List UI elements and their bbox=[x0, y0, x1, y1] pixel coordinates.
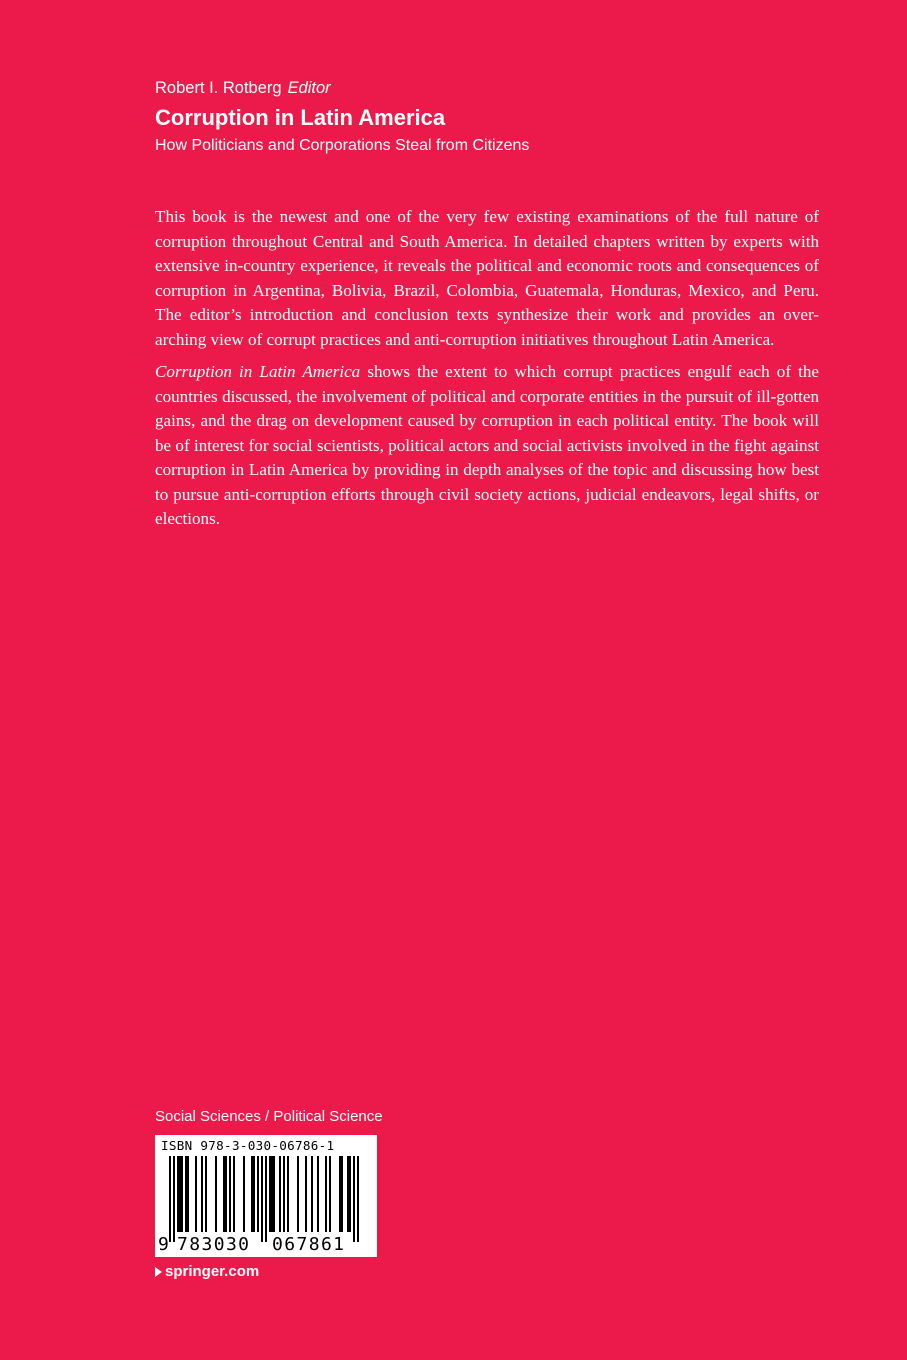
barcode-bar bbox=[329, 1156, 331, 1232]
barcode-bar bbox=[353, 1156, 355, 1242]
barcode-bar bbox=[305, 1156, 307, 1232]
barcode-bar bbox=[185, 1156, 189, 1232]
barcode-bar bbox=[261, 1156, 263, 1242]
barcode-bar bbox=[311, 1156, 313, 1232]
barcode-digits-right: 067861 bbox=[272, 1234, 346, 1255]
barcode-bar bbox=[317, 1156, 319, 1232]
book-description bbox=[155, 205, 819, 540]
barcode-bar bbox=[251, 1156, 255, 1232]
isbn-label: ISBN 978-3-030-06786-1 bbox=[161, 1138, 335, 1153]
barcode-bar bbox=[229, 1156, 231, 1232]
barcode-bar bbox=[287, 1156, 289, 1232]
triangle-arrow-icon bbox=[155, 1267, 162, 1277]
barcode-bar bbox=[173, 1156, 175, 1242]
cover-header bbox=[155, 78, 795, 156]
barcode-bar bbox=[279, 1156, 281, 1232]
description-paragraph-2-text: shows the extent to which corrupt practices engulf each of the countries discussed, the involvement of political and corporate entities in the pursuit of ill-gotten gains, and the drag on development caused by corruption in each political entity. The book will be of interest for social scientists, political actors and social activists involved in the fight against corruption in Latin America by providing in depth analyses of the topic and discussing how best to pursue anti-corruption efforts through civil society actions, judicial endeavors, legal shifts, or elections. bbox=[155, 362, 819, 528]
barcode-bar bbox=[357, 1156, 359, 1242]
barcode-bar bbox=[201, 1156, 203, 1232]
editor-name: Robert I. Rotberg bbox=[155, 79, 282, 97]
barcode-bar bbox=[169, 1156, 171, 1242]
barcode-bar bbox=[177, 1156, 183, 1232]
barcode-bar bbox=[297, 1156, 299, 1232]
barcode-bar bbox=[215, 1156, 217, 1232]
barcode-digits-left: 783030 bbox=[177, 1234, 251, 1255]
subject-category: Social Sciences / Political Science bbox=[155, 1108, 383, 1125]
editor-role: Editor bbox=[287, 79, 331, 97]
book-subtitle: How Politicians and Corporations Steal from Citizens bbox=[155, 137, 530, 154]
barcode-bar bbox=[283, 1156, 285, 1232]
isbn-barcode bbox=[155, 1135, 377, 1257]
description-title-italic: Corruption in Latin America bbox=[155, 362, 361, 381]
barcode-bars bbox=[169, 1156, 367, 1244]
barcode-digits bbox=[155, 1234, 377, 1256]
barcode-bar bbox=[269, 1156, 275, 1232]
publisher-website[interactable] bbox=[155, 1262, 259, 1282]
barcode-bar bbox=[243, 1156, 245, 1232]
description-paragraph-1: This book is the newest and one of the very few existing examinations of the full nature of corruption throughout Central and South America. In detailed chapters written by experts with extensive in-country experience, it reveals the political and economic roots and consequences of corruption in Argentina, Bolivia, Brazil, Colombia, Guatemala, Honduras, Mexico, and Peru. The editor’s introduction and conclusion texts synthesize their work and provides an over-arching view of corrupt practices and anti-corruption initiatives throughout Latin America. bbox=[155, 207, 819, 349]
barcode-bar bbox=[233, 1156, 235, 1232]
barcode-bar bbox=[223, 1156, 227, 1232]
barcode-bar bbox=[195, 1156, 197, 1232]
book-title: Corruption in Latin America bbox=[155, 105, 446, 130]
barcode-bar bbox=[257, 1156, 259, 1232]
editor-line bbox=[155, 78, 795, 98]
barcode-bar bbox=[347, 1156, 351, 1232]
barcode-bar bbox=[325, 1156, 327, 1232]
description-paragraph-2 bbox=[155, 360, 819, 532]
publisher-website-text[interactable]: springer.com bbox=[165, 1263, 260, 1280]
barcode-bar bbox=[205, 1156, 207, 1232]
barcode-bar bbox=[339, 1156, 343, 1232]
barcode-digit-first: 9 bbox=[158, 1234, 169, 1255]
barcode-bar bbox=[265, 1156, 267, 1242]
